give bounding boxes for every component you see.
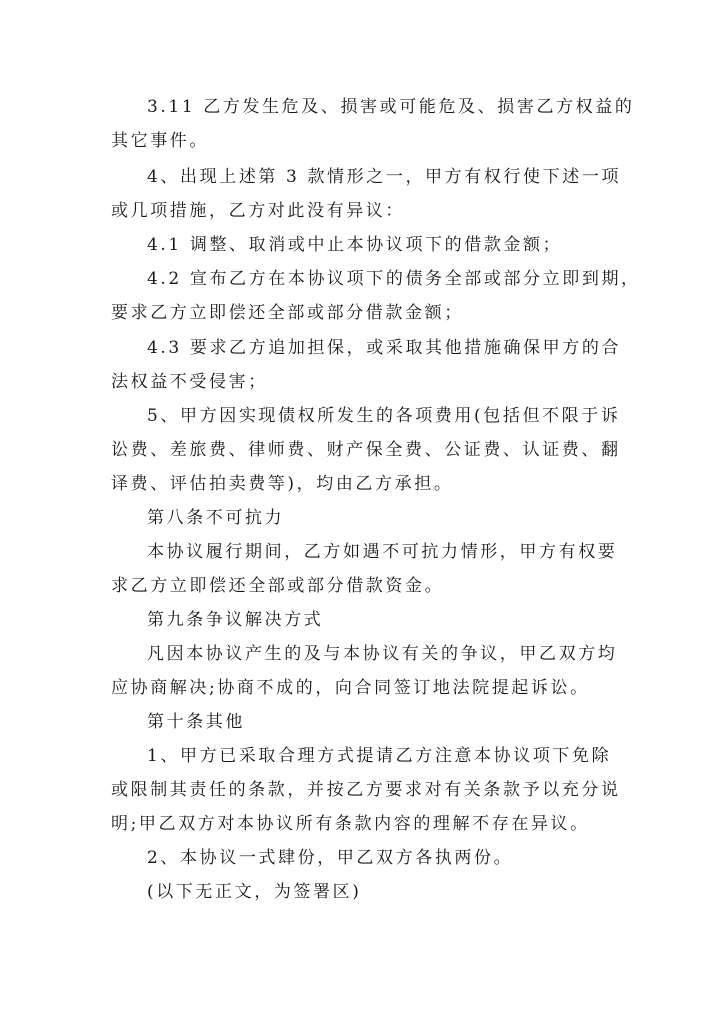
section-heading: 第十条其他 bbox=[147, 712, 245, 732]
paragraph-line: 4、出现上述第 3 款情形之一，甲方有权行使下述一项 bbox=[147, 167, 622, 187]
paragraph-line: 或限制其责任的条款，并按乙方要求对有关条款予以充分说 bbox=[111, 780, 621, 800]
paragraph-line: 本协议履行期间，乙方如遇不可抗力情形，甲方有权要 bbox=[147, 542, 618, 562]
paragraph-line: 4.2 宣布乙方在本协议项下的债务全部或部分立即到期， bbox=[147, 269, 641, 289]
paragraph-line: 译费、评估拍卖费等)，均由乙方承担。 bbox=[111, 474, 454, 494]
paragraph-line: 1、甲方已采取合理方式提请乙方注意本协议项下免除 bbox=[147, 746, 612, 766]
paragraph-line: 或几项措施，乙方对此没有异议： bbox=[111, 201, 405, 221]
section-heading: 第九条争议解决方式 bbox=[147, 610, 324, 630]
paragraph-line: 凡因本协议产生的及与本协议有关的争议，甲乙双方均 bbox=[147, 644, 618, 664]
paragraph-line: 4.1 调整、取消或中止本协议项下的借款金额； bbox=[147, 235, 563, 255]
paragraph-line: 求乙方立即偿还全部或部分借款资金。 bbox=[111, 576, 445, 596]
paragraph-line: (以下无正文，为签署区) bbox=[147, 882, 362, 902]
paragraph-line: 讼费、差旅费、律师费、财产保全费、公证费、认证费、翻 bbox=[111, 440, 621, 460]
paragraph-line: 3.11 乙方发生危及、损害或可能危及、损害乙方权益的 bbox=[147, 97, 635, 117]
paragraph-line: 5、甲方因实现债权所发生的各项费用(包括但不限于诉 bbox=[147, 406, 621, 426]
paragraph-line: 明;甲乙双方对本协议所有条款内容的理解不存在异议。 bbox=[111, 814, 590, 834]
paragraph-line: 2、本协议一式肆份，甲乙双方各执两份。 bbox=[147, 848, 514, 868]
paragraph-line: 法权益不受侵害； bbox=[111, 372, 268, 392]
paragraph-line: 要求乙方立即偿还全部或部分借款金额； bbox=[111, 303, 464, 323]
section-heading: 第八条不可抗力 bbox=[147, 508, 285, 528]
paragraph-line: 4.3 要求乙方追加担保，或采取其他措施确保甲方的合 bbox=[147, 338, 622, 358]
paragraph-line: 应协商解决;协商不成的，向合同签订地法院提起诉讼。 bbox=[111, 678, 590, 698]
paragraph-line: 其它事件。 bbox=[111, 131, 209, 151]
